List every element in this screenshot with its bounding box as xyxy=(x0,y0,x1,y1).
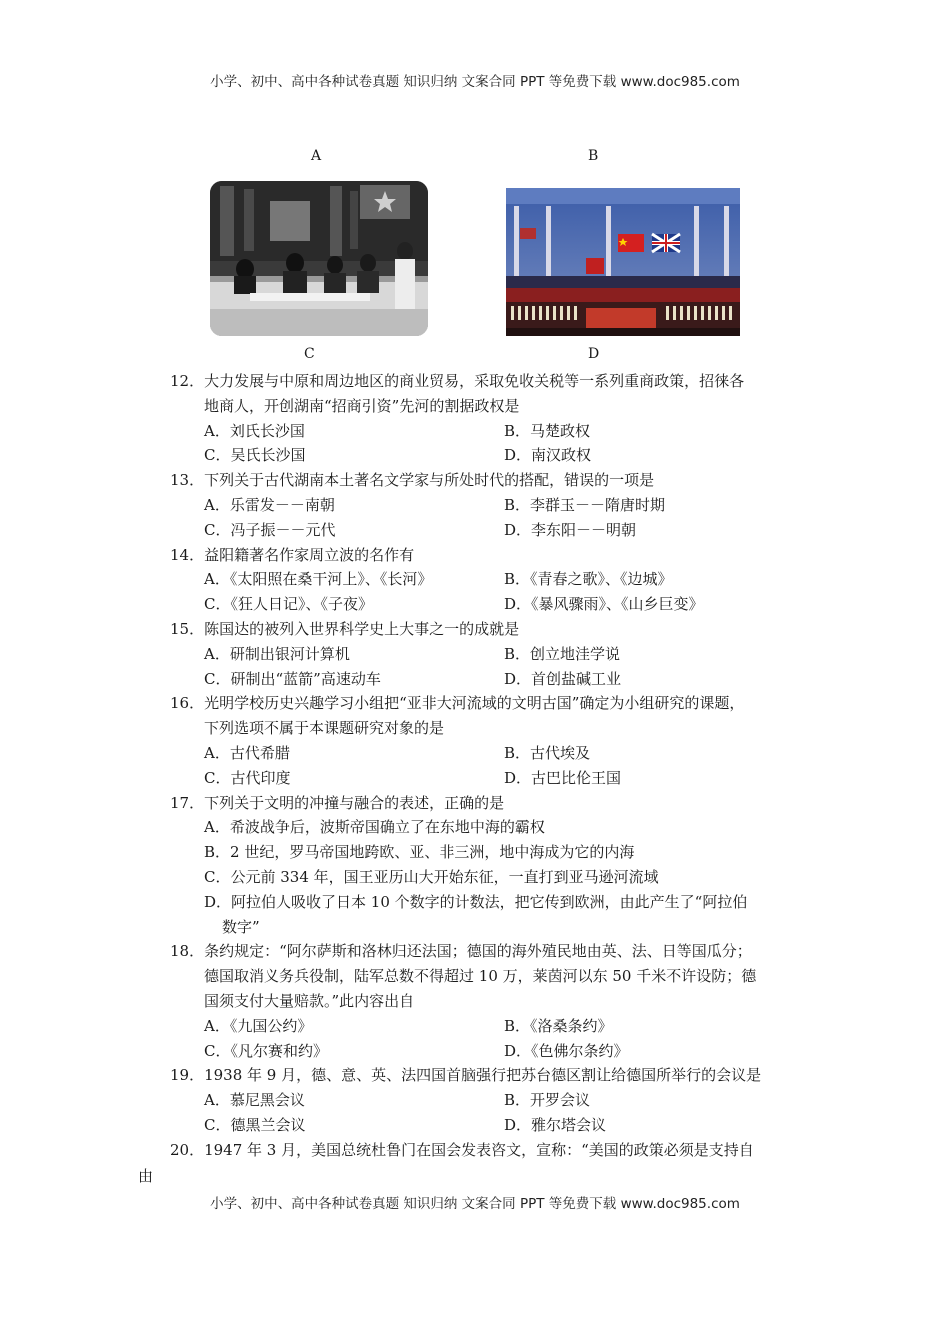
option-a: A．乐雷发－－南朝 xyxy=(204,495,335,514)
option-a: A．希波战争后，波斯帝国确立了在东地中海的霸权 xyxy=(204,818,545,837)
option-b: B．2 世纪，罗马帝国地跨欧、亚、非三洲，地中海成为它的内海 xyxy=(204,843,635,862)
option-d: D．《色佛尔条约》 xyxy=(504,1041,629,1060)
question-stem: 15．陈国达的被列入世界科学史上大事之一的成就是 xyxy=(170,619,520,638)
option-c: C．古代印度 xyxy=(204,768,291,787)
question-stem: 17．下列关于文明的冲撞与融合的表述，正确的是 xyxy=(170,793,505,812)
option-c: C．《狂人日记》、《子夜》 xyxy=(204,595,373,614)
option-d: D．阿拉伯人吸收了日本 10 个数字的计数法，把它传到欧洲，由此产生了“阿拉伯 xyxy=(204,892,748,911)
option-c: C．公元前 334 年，国王亚历山大开始东征，一直打到亚马逊河流域 xyxy=(204,867,659,886)
option-c: C．德黑兰会议 xyxy=(204,1115,306,1134)
question-20-continued: 由 xyxy=(138,1167,154,1185)
question-stem: 国须支付大量赔款。”此内容出自 xyxy=(204,991,415,1010)
page-footer: 小学、初中、高中各种试卷真题 知识归纳 文案合同 PPT 等免费下载 www.doc985.com xyxy=(210,1196,740,1212)
question-16 xyxy=(170,691,830,790)
question-list xyxy=(170,369,830,1163)
question-stem: 德国取消义务兵役制，陆军总数不得超过 10 万，莱茵河以东 50 千米不许设防；德 xyxy=(204,967,757,986)
option-a: A．古代希腊 xyxy=(204,743,290,762)
image-label-c: C xyxy=(304,346,315,362)
image-label-b: B xyxy=(588,148,599,164)
option-b: B．马楚政权 xyxy=(504,421,591,440)
question-14 xyxy=(170,543,830,617)
option-a: A．《太阳照在桑干河上》、《长河》 xyxy=(204,570,433,589)
question-stem: 16．光明学校历史兴趣学习小组把“亚非大河流域的文明古国”确定为小组研究的课题， xyxy=(170,694,745,713)
option-d: D．南汉政权 xyxy=(504,446,592,465)
question-stem: 20．1947 年 3 月，美国总统杜鲁门在国会发表咨文，宣称：“美国的政策必须是支持自 xyxy=(170,1140,754,1159)
option-b: B．创立地洼学说 xyxy=(504,644,621,663)
option-d: D．古巴比伦王国 xyxy=(504,768,622,787)
option-a: A．研制出银河计算机 xyxy=(204,644,350,663)
question-13 xyxy=(170,468,830,542)
question-15 xyxy=(170,617,830,691)
option-b: B．古代埃及 xyxy=(504,743,591,762)
option-c: C．《凡尔赛和约》 xyxy=(204,1041,328,1060)
photo-handover-ceremony xyxy=(506,188,740,336)
option-c: C．冯子振－－元代 xyxy=(204,520,336,539)
option-c: C．研制出“蓝箭”高速动车 xyxy=(204,669,381,688)
option-d-continued: 数字” xyxy=(222,917,260,936)
question-18 xyxy=(170,939,830,1063)
option-b: B．《青春之歌》、《边城》 xyxy=(504,570,673,589)
question-17 xyxy=(170,791,830,940)
question-19 xyxy=(170,1063,830,1137)
option-a: A．《九国公约》 xyxy=(204,1016,313,1035)
question-stem: 地商人，开创湖南“招商引资”先河的割据政权是 xyxy=(204,396,520,415)
option-d: D．首创盐碱工业 xyxy=(504,669,622,688)
question-stem: 14．益阳籍著名作家周立波的名作有 xyxy=(170,545,415,564)
question-stem: 下列选项不属于本课题研究对象的是 xyxy=(204,719,445,738)
option-b: B．李群玉－－隋唐时期 xyxy=(504,495,666,514)
option-d: D．《暴风骤雨》、《山乡巨变》 xyxy=(504,595,704,614)
option-a: A．慕尼黑会议 xyxy=(204,1091,305,1110)
question-stem: 19．1938 年 9 月，德、意、英、法四国首脑强行把苏台德区割让给德国所举行的会议是 xyxy=(170,1066,762,1085)
option-d: D．雅尔塔会议 xyxy=(504,1115,607,1134)
image-label-d: D xyxy=(588,346,600,362)
option-b: B．开罗会议 xyxy=(504,1091,591,1110)
question-20 xyxy=(170,1138,830,1163)
photo-signing-ceremony xyxy=(210,181,428,336)
question-stem: 13．下列关于古代湖南本土著名文学家与所处时代的搭配，错误的一项是 xyxy=(170,471,655,490)
option-a: A．刘氏长沙国 xyxy=(204,421,305,440)
option-d: D．李东阳－－明朝 xyxy=(504,520,637,539)
option-b: B．《洛桑条约》 xyxy=(504,1016,613,1035)
image-label-a: A xyxy=(311,148,322,164)
question-stem: 18．条约规定：“阿尔萨斯和洛林归还法国；德国的海外殖民地由英、法、日等国瓜分； xyxy=(170,942,752,961)
option-c: C．吴氏长沙国 xyxy=(204,446,306,465)
question-12 xyxy=(170,369,830,468)
page-header: 小学、初中、高中各种试卷真题 知识归纳 文案合同 PPT 等免费下载 www.doc985.com xyxy=(210,74,740,90)
question-stem: 12．大力发展与中原和周边地区的商业贸易，采取免收关税等一系列重商政策，招徕各 xyxy=(170,372,745,390)
